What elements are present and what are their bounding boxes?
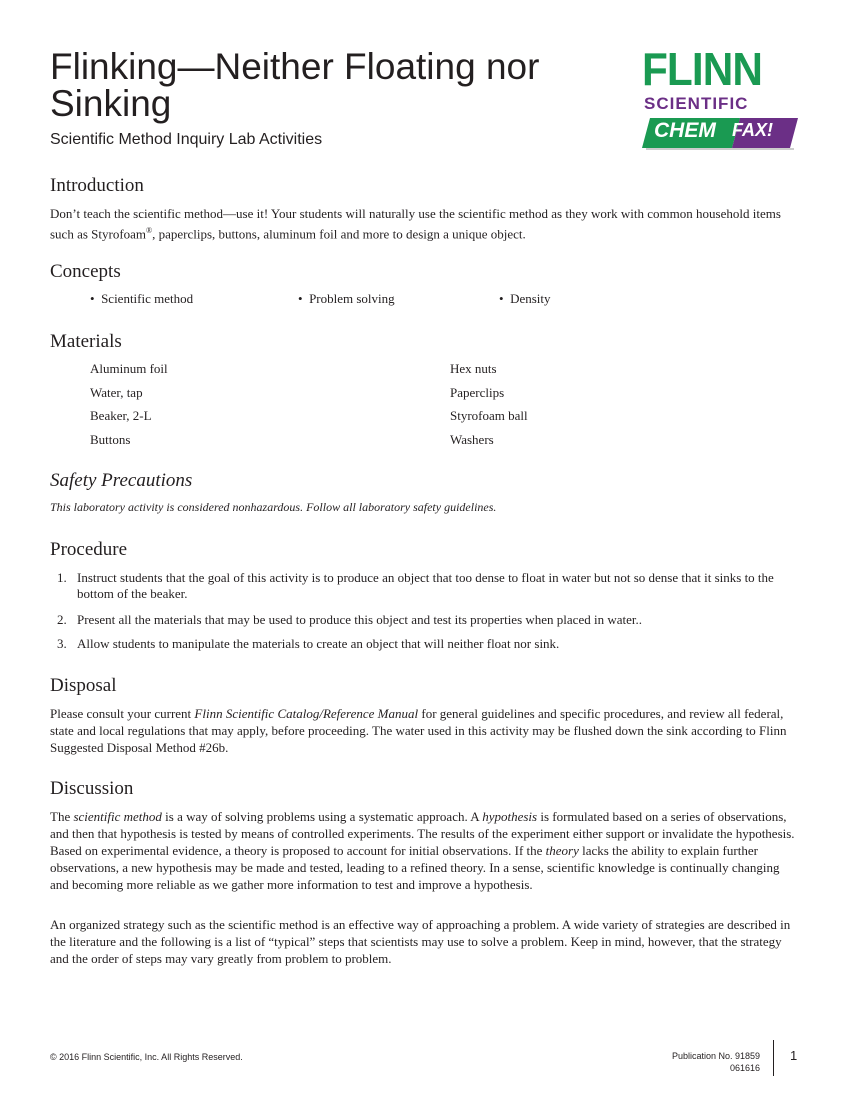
step-number: 3. — [57, 636, 67, 651]
flinn-chemfax-logo — [640, 43, 800, 152]
term-hypothesis: hypothesis — [482, 809, 538, 824]
introduction-text — [50, 205, 800, 242]
discussion-paragraph-1 — [50, 808, 800, 893]
publication-code: 061616 — [729, 1063, 760, 1073]
introduction-text-part2: , paperclips, buttons, aluminum foil and more to design a unique object. — [152, 226, 526, 242]
logo-chem-word: CHEM — [654, 119, 716, 142]
discussion-heading: Discussion — [50, 778, 134, 799]
logo-flinn-word: FLINN — [642, 43, 762, 95]
discussion-text: lacks the ability to explain further observations, a new hypothesis may be made and tested, leading to a refined theory. In a sense, scientific knowledge is continually changing and becoming more reliable as we gather more information to test and improve a hypothesis. — [50, 843, 780, 892]
step-number: 2. — [57, 612, 67, 627]
material-item: Buttons — [90, 432, 131, 447]
safety-text: This laboratory activity is considered nonhazardous. Follow all laboratory safety guidelines. — [50, 500, 497, 514]
step-text: Allow students to manipulate the materials to create an object that will neither float nor sink. — [77, 636, 560, 651]
step-text: Instruct students that the goal of this activity is to produce an object that too dense to float in water but not so dense that it sinks to the bottom of the beaker. — [77, 570, 774, 601]
disposal-text-part1: Please consult your current — [50, 706, 195, 721]
materials-heading: Materials — [50, 331, 122, 352]
catalog-manual-title: Flinn Scientific Catalog/Reference Manual — [194, 706, 419, 721]
logo-chemfax-badge — [640, 116, 800, 150]
logo-fax-word: FAX! — [732, 120, 774, 140]
material-item: Beaker, 2-L — [90, 408, 152, 423]
material-item: Hex nuts — [450, 361, 497, 376]
concept-item: • Density — [499, 291, 551, 306]
step-number: 1. — [57, 570, 67, 585]
material-item: Water, tap — [90, 385, 143, 400]
footer-divider — [773, 1040, 774, 1076]
discussion-text: The — [50, 809, 74, 824]
material-item: Paperclips — [450, 385, 505, 400]
title-line-1: Flinking—Neither Floating nor — [50, 46, 540, 87]
logo-scientific-word: SCIENTIFIC — [644, 94, 749, 113]
material-item: Styrofoam ball — [450, 408, 528, 423]
term-scientific-method: scientific method — [73, 809, 162, 824]
procedure-heading: Procedure — [50, 539, 128, 560]
publication-number: Publication No. 91859 — [671, 1051, 760, 1061]
disposal-text — [50, 705, 800, 756]
concept-label: Density — [510, 291, 551, 306]
step-text: Present all the materials that may be used to produce this object and test its properties when placed in water.. — [77, 612, 642, 627]
concepts-heading: Concepts — [50, 261, 121, 282]
discussion-paragraph-2: An organized strategy such as the scientific method is an effective way of approaching a problem. A wide variety of strategies are described in the literature and the following is a list of “typical” steps that scientists may use to solve a problem. Keep in mind, however, that the strategy and the order of steps may vary greatly from problem to problem. — [50, 917, 791, 966]
concept-item: • Problem solving — [298, 291, 395, 306]
title-line-2: Sinking — [50, 83, 172, 124]
registered-mark: ® — [146, 226, 153, 235]
copyright-notice: © 2016 Flinn Scientific, Inc. All Rights Reserved. — [50, 1052, 243, 1062]
page-subtitle: Scientific Method Inquiry Lab Activities — [50, 131, 323, 148]
term-theory: theory — [545, 843, 579, 858]
page-number: 1 — [790, 1048, 798, 1063]
disposal-heading: Disposal — [50, 675, 117, 696]
concept-label: Scientific method — [101, 291, 194, 306]
material-item: Washers — [450, 432, 494, 447]
material-item: Aluminum foil — [90, 361, 168, 376]
concept-item: • Scientific method — [90, 291, 194, 306]
introduction-text-part1: Don’t teach the scientific method—use it! Your students will naturally use the scientific method as they work with common household items such as Styrofoam — [50, 206, 781, 242]
discussion-text: is formulated based on a series of observations, and then that hypothesis is tested by means of controlled experiments. The results of the experiment either support or invalidate the hypothesis. Based on experimental evidence, a theory is proposed to account for initial observations. If the — [50, 809, 795, 858]
disposal-text-part2: for general guidelines and specific procedures, and review all federal, state and local regulations that may apply, before proceeding. The water used in this activity may be flushed down the sink according to Flinn Suggested Disposal Method #26b. — [50, 706, 787, 755]
discussion-text: is a way of solving problems using a systematic approach. A — [161, 809, 483, 824]
introduction-heading: Introduction — [50, 175, 144, 196]
concept-label: Problem solving — [309, 291, 395, 306]
publication-info — [672, 1050, 760, 1074]
safety-heading: Safety Precautions — [50, 470, 193, 491]
page-title — [50, 48, 610, 122]
